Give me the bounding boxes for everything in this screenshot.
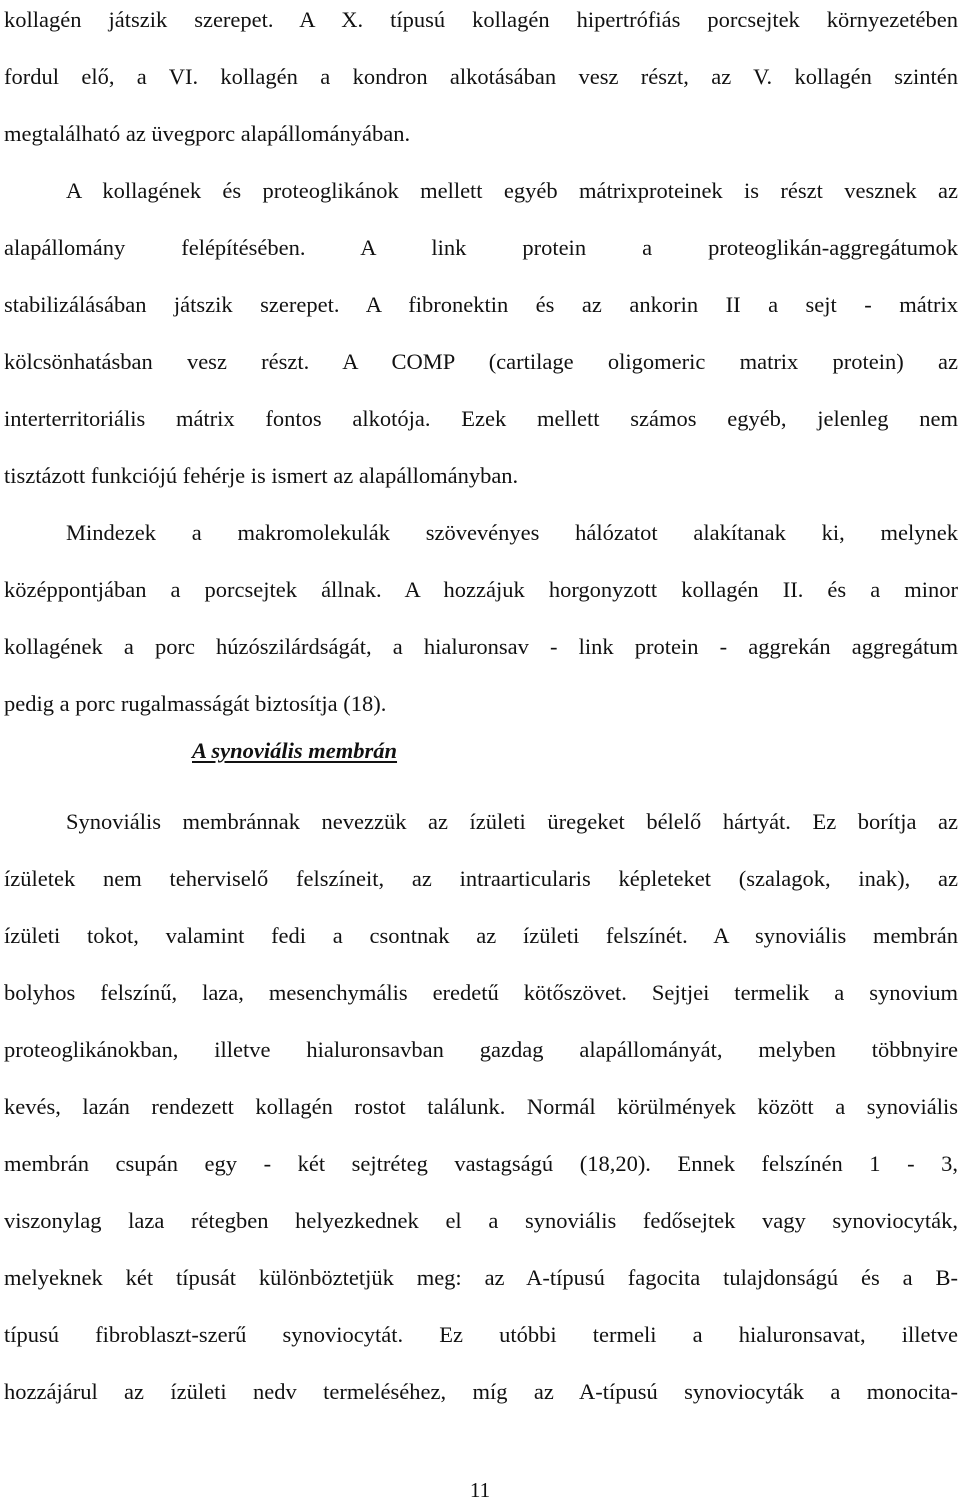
text-line: Synoviális membránnak nevezzük az ízületi üregeket bélelő hártyát. Ez borítja az xyxy=(66,809,958,834)
text-line: bolyhos felszínű, laza, mesenchymális eredetű kötőszövet. Sejtjei termelik a synovium xyxy=(4,980,958,1005)
paragraph-4 xyxy=(4,793,958,1420)
page-number: 11 xyxy=(469,1478,491,1502)
text-line: ízületi tokot, valamint fedi a csontnak az ízületi felszínét. A synoviális membrán xyxy=(4,923,958,948)
text-line: kölcsönhatásban vesz részt. A COMP (cartilage oligomeric matrix protein) az xyxy=(4,349,958,374)
paragraph-1 xyxy=(4,0,958,162)
text-line: membrán csupán egy - két sejtréteg vastagságú (18,20). Ennek felszínén 1 - 3, xyxy=(4,1151,958,1176)
body-text-upper xyxy=(4,0,958,732)
text-line: ízületek nem teherviselő felszíneit, az intraarticularis képleteket (szalagok, inak), az xyxy=(4,866,958,891)
text-line: fordul elő, a VI. kollagén a kondron alkotásában vesz részt, az V. kollagén szintén xyxy=(4,64,958,89)
text-line: melyeknek két típusát különböztetjük meg: az A-típusú fagocita tulajdonságú és a B- xyxy=(4,1265,958,1290)
paragraph-3 xyxy=(4,504,958,732)
text-line: típusú fibroblaszt-szerű synoviocytát. Ez utóbbi termeli a hialuronsavat, illetve xyxy=(4,1322,958,1347)
text-line: kevés, lazán rendezett kollagén rostot találunk. Normál körülmények között a synoviális xyxy=(4,1094,958,1119)
text-line: proteoglikánokban, illetve hialuronsavban gazdag alapállományát, melyben többnyire xyxy=(4,1037,958,1062)
text-line: interterritoriális mátrix fontos alkotója. Ezek mellett számos egyéb, jelenleg nem xyxy=(4,406,958,431)
section-heading: A synoviális membrán xyxy=(192,738,398,763)
text-line: hozzájárul az ízületi nedv termeléséhez, míg az A-típusú synoviocyták a monocita- xyxy=(4,1379,958,1404)
text-line: középpontjában a porcsejtek állnak. A hozzájuk horgonyzott kollagén II. és a minor xyxy=(4,577,958,602)
text-line: tisztázott funkciójú fehérje is ismert az alapállományban. xyxy=(4,463,519,488)
text-line: stabilizálásában játszik szerepet. A fibronektin és az ankorin II a sejt - mátrix xyxy=(4,292,958,317)
paragraph-2 xyxy=(4,162,958,504)
body-text-lower xyxy=(4,793,958,1420)
text-line: A kollagének és proteoglikánok mellett egyéb mátrixproteinek is részt vesznek az xyxy=(66,178,958,203)
text-line: viszonylag laza rétegben helyezkednek el a synoviális fedősejtek vagy synoviocyták, xyxy=(4,1208,958,1233)
text-line: alapállomány felépítésében. A link protein a proteoglikán-aggregátumok xyxy=(4,235,958,260)
text-line: pedig a porc rugalmasságát biztosítja (18). xyxy=(4,691,387,716)
text-line: kollagén játszik szerepet. A X. típusú kollagén hipertrófiás porcsejtek környezetében xyxy=(4,7,958,32)
text-line: megtalálható az üvegporc alapállományában. xyxy=(4,121,411,146)
text-line: kollagének a porc húzószilárdságát, a hialuronsav - link protein - aggrekán aggregátum xyxy=(4,634,958,659)
text-line: Mindezek a makromolekulák szövevényes hálózatot alakítanak ki, melynek xyxy=(66,520,958,545)
